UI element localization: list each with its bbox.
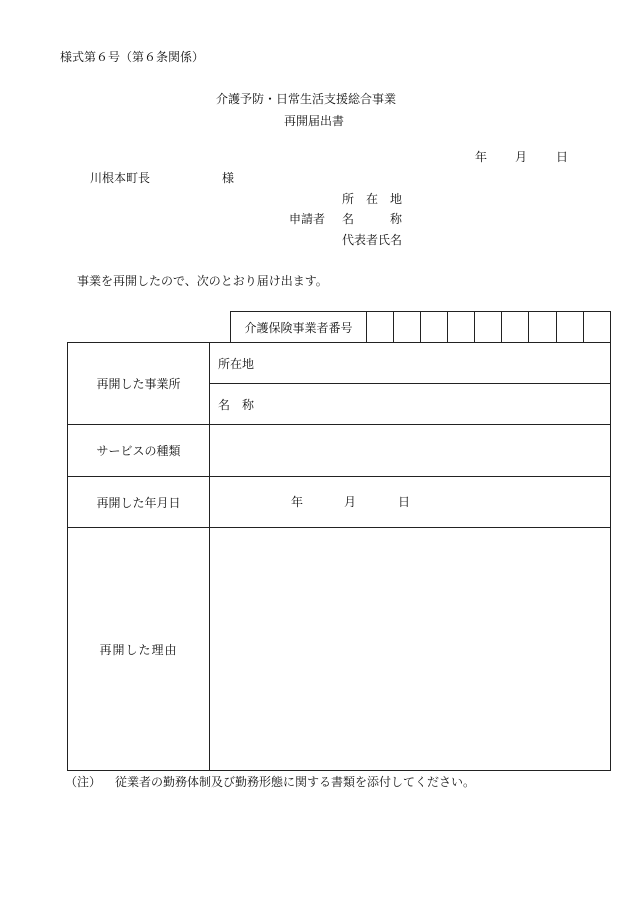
provider-number-digit-cell[interactable] bbox=[367, 312, 393, 342]
date-year: 年 bbox=[475, 150, 488, 164]
provider-number-label: 介護保険事業者番号 bbox=[244, 320, 353, 335]
title-line2: 再開届出書 bbox=[284, 114, 345, 128]
service-type-field[interactable] bbox=[210, 425, 610, 476]
provider-number-digit-cell[interactable] bbox=[557, 312, 583, 342]
office-name-label: 名 称 bbox=[218, 397, 255, 412]
reopen-date-day: 日 bbox=[398, 495, 411, 509]
office-label: 再開した事業所 bbox=[96, 377, 181, 391]
form-number: 様式第６号（第６条関係） bbox=[60, 50, 205, 64]
intro-text: 事業を再開したので、次のとおり届け出ます。 bbox=[77, 274, 328, 288]
applicant-representative-label: 代表者氏名 bbox=[342, 233, 403, 247]
reopen-date-year: 年 bbox=[291, 495, 304, 509]
reason-field[interactable] bbox=[210, 528, 610, 770]
provider-number-digit-cell[interactable] bbox=[448, 312, 474, 342]
reason-label: 再開した理由 bbox=[99, 642, 178, 657]
provider-number-digit-cell[interactable] bbox=[584, 312, 610, 342]
addressee-honorific: 様 bbox=[222, 171, 235, 185]
date-month: 月 bbox=[515, 150, 528, 164]
note-prefix: （注） bbox=[65, 775, 102, 789]
date-day: 日 bbox=[556, 150, 569, 164]
note-text: 従業者の勤務体制及び勤務形態に関する書類を添付してください。 bbox=[115, 775, 476, 789]
title-line1: 介護予防・日常生活支援総合事業 bbox=[216, 92, 397, 106]
applicant-address-label: 所 在 地 bbox=[342, 192, 403, 206]
applicant-label: 申請者 bbox=[289, 212, 326, 226]
provider-number-digit-cell[interactable] bbox=[475, 312, 501, 342]
provider-number-digit-cell[interactable] bbox=[529, 312, 556, 342]
reopen-date-month: 月 bbox=[344, 495, 357, 509]
provider-number-digit-cell[interactable] bbox=[394, 312, 420, 342]
reopen-date-label: 再開した年月日 bbox=[96, 495, 181, 510]
provider-number-digit-cell[interactable] bbox=[502, 312, 528, 342]
office-address-label: 所在地 bbox=[218, 356, 255, 371]
applicant-name-label: 名 称 bbox=[342, 212, 403, 226]
addressee-name: 川根本町長 bbox=[90, 171, 151, 185]
service-type-label: サービスの種類 bbox=[96, 444, 181, 458]
provider-number-digit-cell[interactable] bbox=[421, 312, 447, 342]
